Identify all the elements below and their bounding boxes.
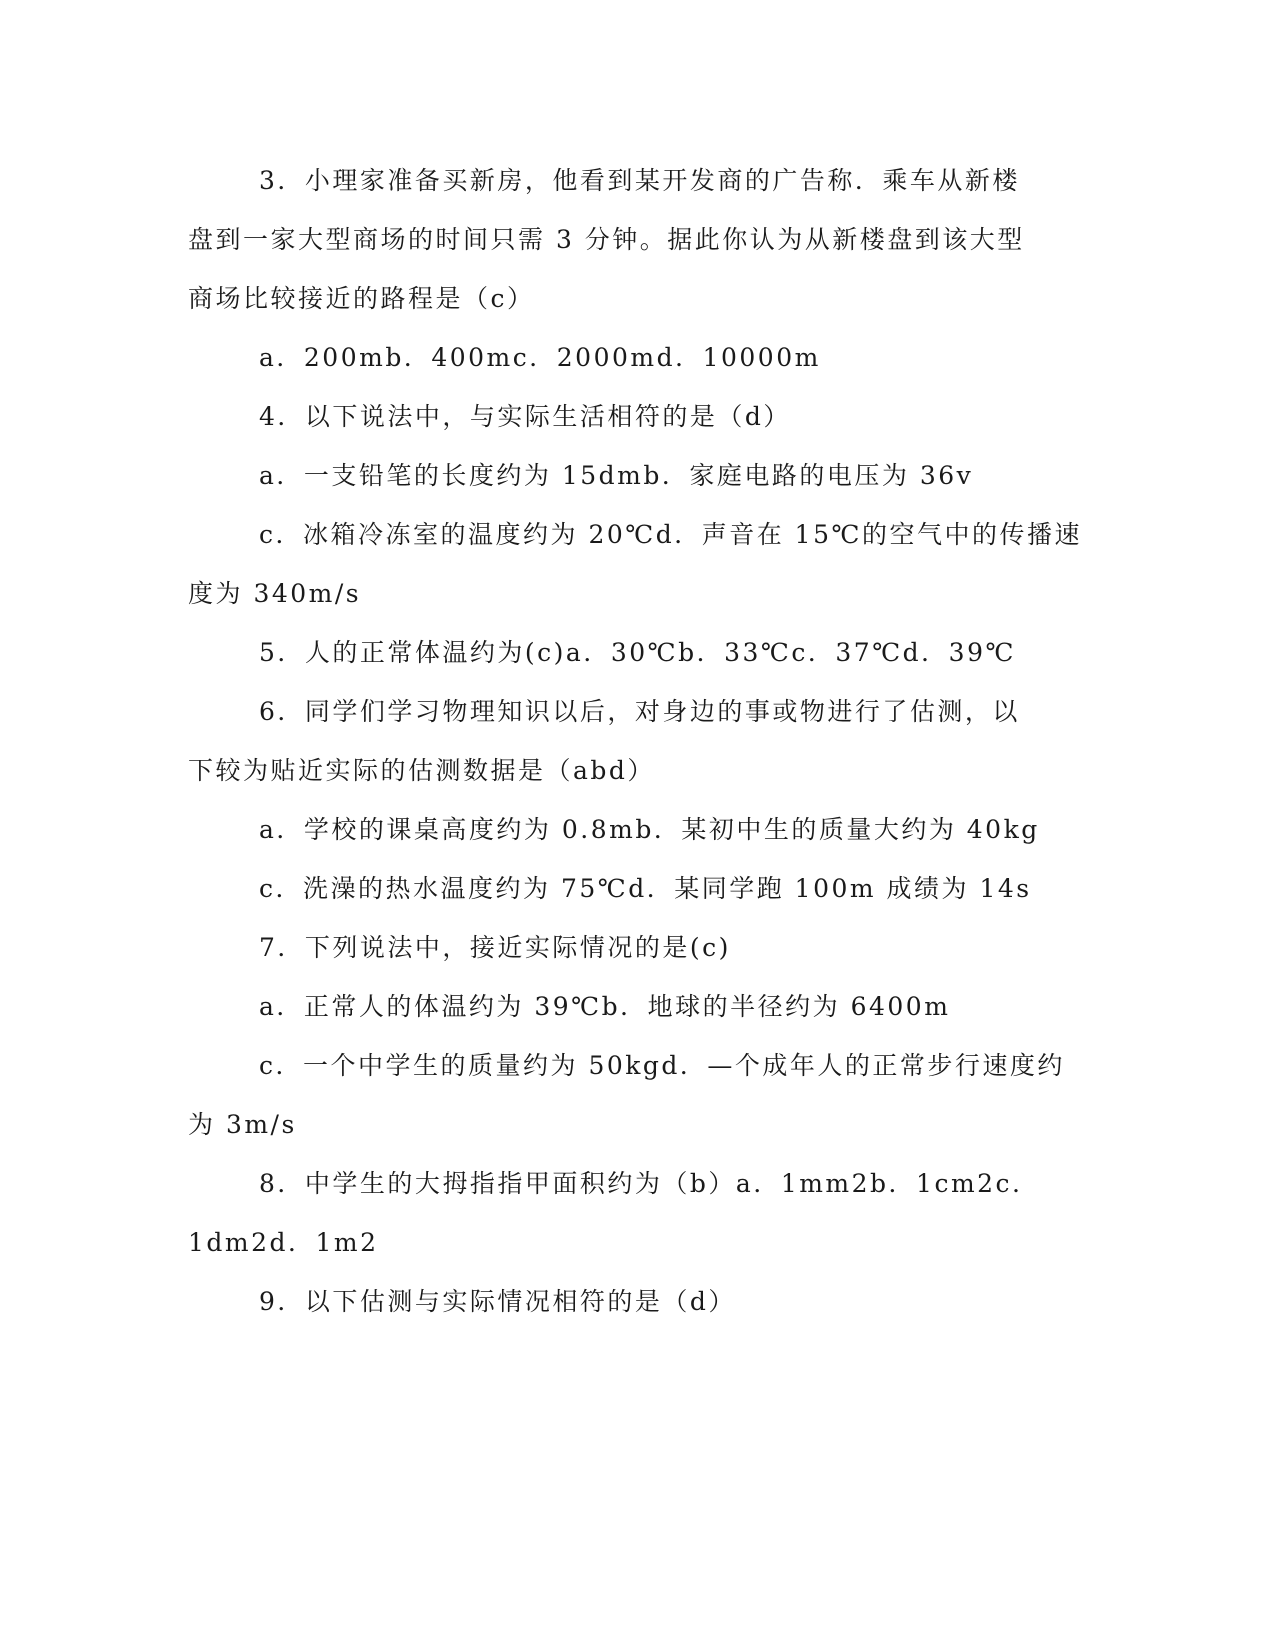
question-7-stem: 7．下列说法中，接近实际情况的是(c) xyxy=(259,933,731,962)
question-3-line-3: 商场比较接近的路程是（c） xyxy=(188,284,535,313)
question-6-line-1: 6．同学们学习物理知识以后，对身边的事或物进行了估测，以 xyxy=(259,697,1020,726)
question-3-line-1: 3．小理家准备买新房，他看到某开发商的广告称．乘车从新楼 xyxy=(259,166,1020,195)
question-8-line-2: 1dm2d．1m2 xyxy=(188,1228,379,1257)
question-9-stem: 9．以下估测与实际情况相符的是（d） xyxy=(259,1287,736,1316)
question-4-stem: 4．以下说法中，与实际生活相符的是（d） xyxy=(259,402,791,431)
question-6-options-cd: c．洗澡的热水温度约为 75℃d．某同学跑 100m 成绩为 14s xyxy=(259,874,1032,903)
question-3-options: a．200mb．400mc．2000md．10000m xyxy=(259,343,821,372)
question-7-options-cd: c．一个中学生的质量约为 50kgd．—个成年人的正常步行速度约 xyxy=(259,1051,1065,1080)
question-7-options-cd-continued: 为 3m/s xyxy=(188,1110,297,1139)
question-6-options-ab: a．学校的课桌高度约为 0.8mb．某初中生的质量大约为 40kg xyxy=(259,815,1040,844)
question-5: 5．人的正常体温约为(c)a．30℃b．33℃c．37℃d．39℃ xyxy=(259,638,1016,667)
question-3-line-2: 盘到一家大型商场的时间只需 3 分钟。据此你认为从新楼盘到该大型 xyxy=(188,225,1025,254)
question-4-options-cd: c．冰箱冷冻室的温度约为 20℃d．声音在 15℃的空气中的传播速 xyxy=(259,520,1082,549)
question-4-options-ab: a．一支铅笔的长度约为 15dmb．家庭电路的电压为 36v xyxy=(259,461,974,490)
question-6-line-2: 下较为贴近实际的估测数据是（abd） xyxy=(188,756,655,785)
question-7-options-ab: a．正常人的体温约为 39℃b．地球的半径约为 6400m xyxy=(259,992,951,1021)
question-8-line-1: 8．中学生的大拇指指甲面积约为（b）a．1mm2b．1cm2c． xyxy=(259,1169,1040,1198)
question-4-options-cd-continued: 度为 340m/s xyxy=(188,579,362,608)
